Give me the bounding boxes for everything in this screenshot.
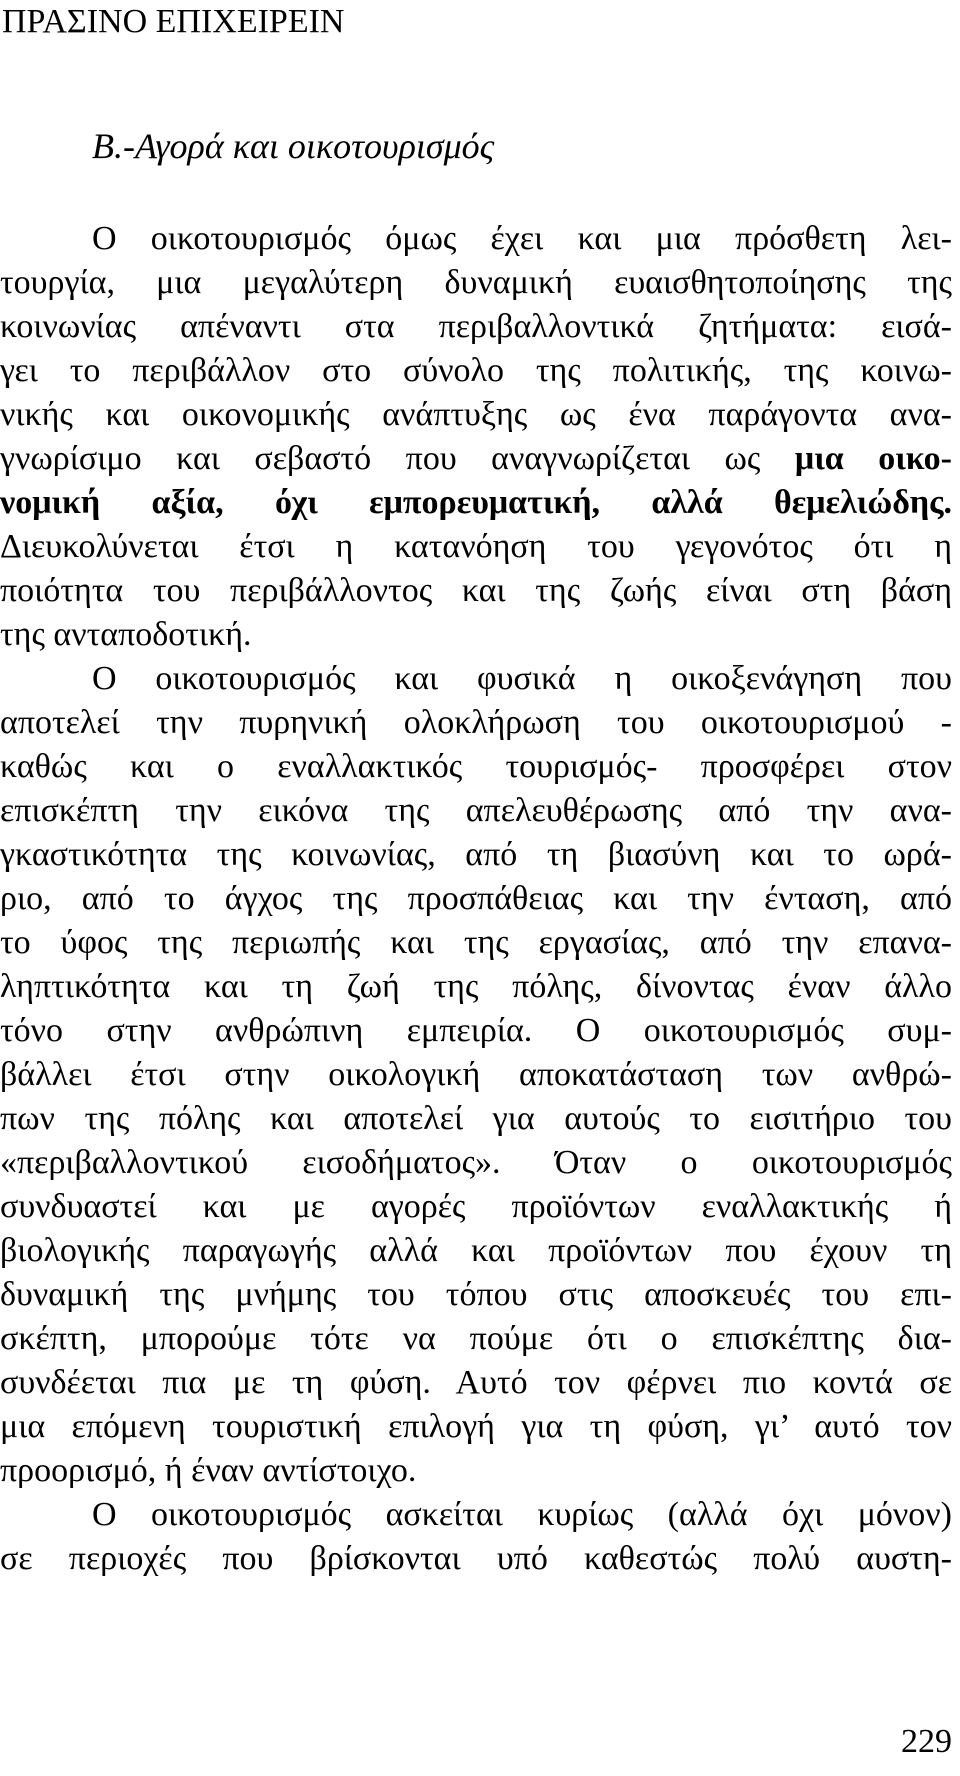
text-line: επισκέπτη την εικόνα της απελευθέρωσης από την ανα- bbox=[0, 792, 952, 829]
text-line: νικής και οικονομικής ανάπτυξης ως ένα παράγοντα ανα- bbox=[0, 396, 952, 433]
text-line: αποτελεί την πυρηνική ολοκλήρωση του οικοτουρισμού - bbox=[0, 704, 952, 741]
text-line: σε περιοχές που βρίσκονται υπό καθεστώς πολύ αυστη- bbox=[0, 1540, 952, 1577]
text-line: Ο οικοτουρισμός όμως έχει και μια πρόσθετη λει- bbox=[92, 220, 952, 257]
text-line-segment: γνωρίσιμο και σεβαστό που αναγνωρίζεται ως bbox=[0, 440, 795, 477]
text-line: πων της πόλης και αποτελεί για αυτούς το εισιτήριο του bbox=[0, 1100, 952, 1137]
text-line: ποιότητα του περιβάλλοντος και της ζωής είναι στη βάση bbox=[0, 572, 952, 609]
text-line: ριο, από το άγχος της προσπάθειας και την ένταση, από bbox=[0, 880, 952, 917]
text-line: καθώς και ο εναλλακτικός τουρισμός- προσφέρει στον bbox=[0, 748, 952, 785]
text-line: τουργία, μια μεγαλύτερη δυναμική ευαισθητοποίησης της bbox=[0, 264, 952, 301]
text-line: τόνο στην ανθρώπινη εμπειρία. Ο οικοτουρισμός συμ- bbox=[0, 1012, 952, 1049]
text-line: το ύφος της περιωπής και της εργασίας, από την επανα- bbox=[0, 924, 952, 961]
text-line: Ο οικοτουρισμός και φυσικά η οικοξενάγηση που bbox=[92, 660, 952, 697]
text-line: ληπτικότητα και τη ζωή της πόλης, δίνοντας έναν άλλο bbox=[0, 968, 952, 1005]
text-line: «περιβαλλοντικού εισοδήματος». Όταν ο οικοτουρισμός bbox=[0, 1144, 952, 1181]
text-line: μια επόμενη τουριστική επιλογή για τη φύση, γι’ αυτό τον bbox=[0, 1408, 952, 1445]
text-line: γκαστικότητα της κοινωνίας, από τη βιασύνη και το ωρά- bbox=[0, 836, 952, 873]
text-line: δυναμική της μνήμης του τόπου στις αποσκευές του επι- bbox=[0, 1276, 952, 1313]
text-line: κοινωνίας απέναντι στα περιβαλλοντικά ζητήματα: εισά- bbox=[0, 308, 952, 345]
text-line: γει το περιβάλλον στο σύνολο της πολιτικής, της κοινω- bbox=[0, 352, 952, 389]
text-line: σκέπτη, μπορούμε τότε να πούμε ότι ο επισκέπτης δια- bbox=[0, 1320, 952, 1357]
section-title: Β.-Αγορά και οικοτουρισμός bbox=[92, 126, 495, 166]
text-line: προορισμό, ή έναν αντίστοιχο. bbox=[0, 1452, 417, 1489]
bold-emphasis: νομική αξία, όχι εμπορευματική, αλλά θεμελιώδης. bbox=[0, 484, 952, 521]
text-line: Ο οικοτουρισμός ασκείται κυρίως (αλλά όχι μόνον) bbox=[92, 1496, 952, 1533]
text-line: συνδέεται πια με τη φύση. Αυτό τον φέρνει πιο κοντά σε bbox=[0, 1364, 952, 1401]
text-line: συνδυαστεί και με αγορές προϊόντων εναλλακτικής ή bbox=[0, 1188, 952, 1225]
page-number: 229 bbox=[901, 1723, 952, 1760]
text-line: βιολογικής παραγωγής αλλά και προϊόντων που έχουν τη bbox=[0, 1232, 952, 1269]
text-line: Διευκολύνεται έτσι η κατανόηση του γεγονότος ότι η bbox=[0, 528, 952, 565]
text-line: της ανταποδοτική. bbox=[0, 616, 252, 653]
text-line: βάλλει έτσι στην οικολογική αποκατάσταση των ανθρώ- bbox=[0, 1056, 952, 1093]
running-head: ΠΡΑΣΙΝΟ ΕΠΙΧΕΙΡΕΙΝ bbox=[2, 3, 345, 40]
bold-emphasis: μια οικο- bbox=[794, 440, 952, 477]
